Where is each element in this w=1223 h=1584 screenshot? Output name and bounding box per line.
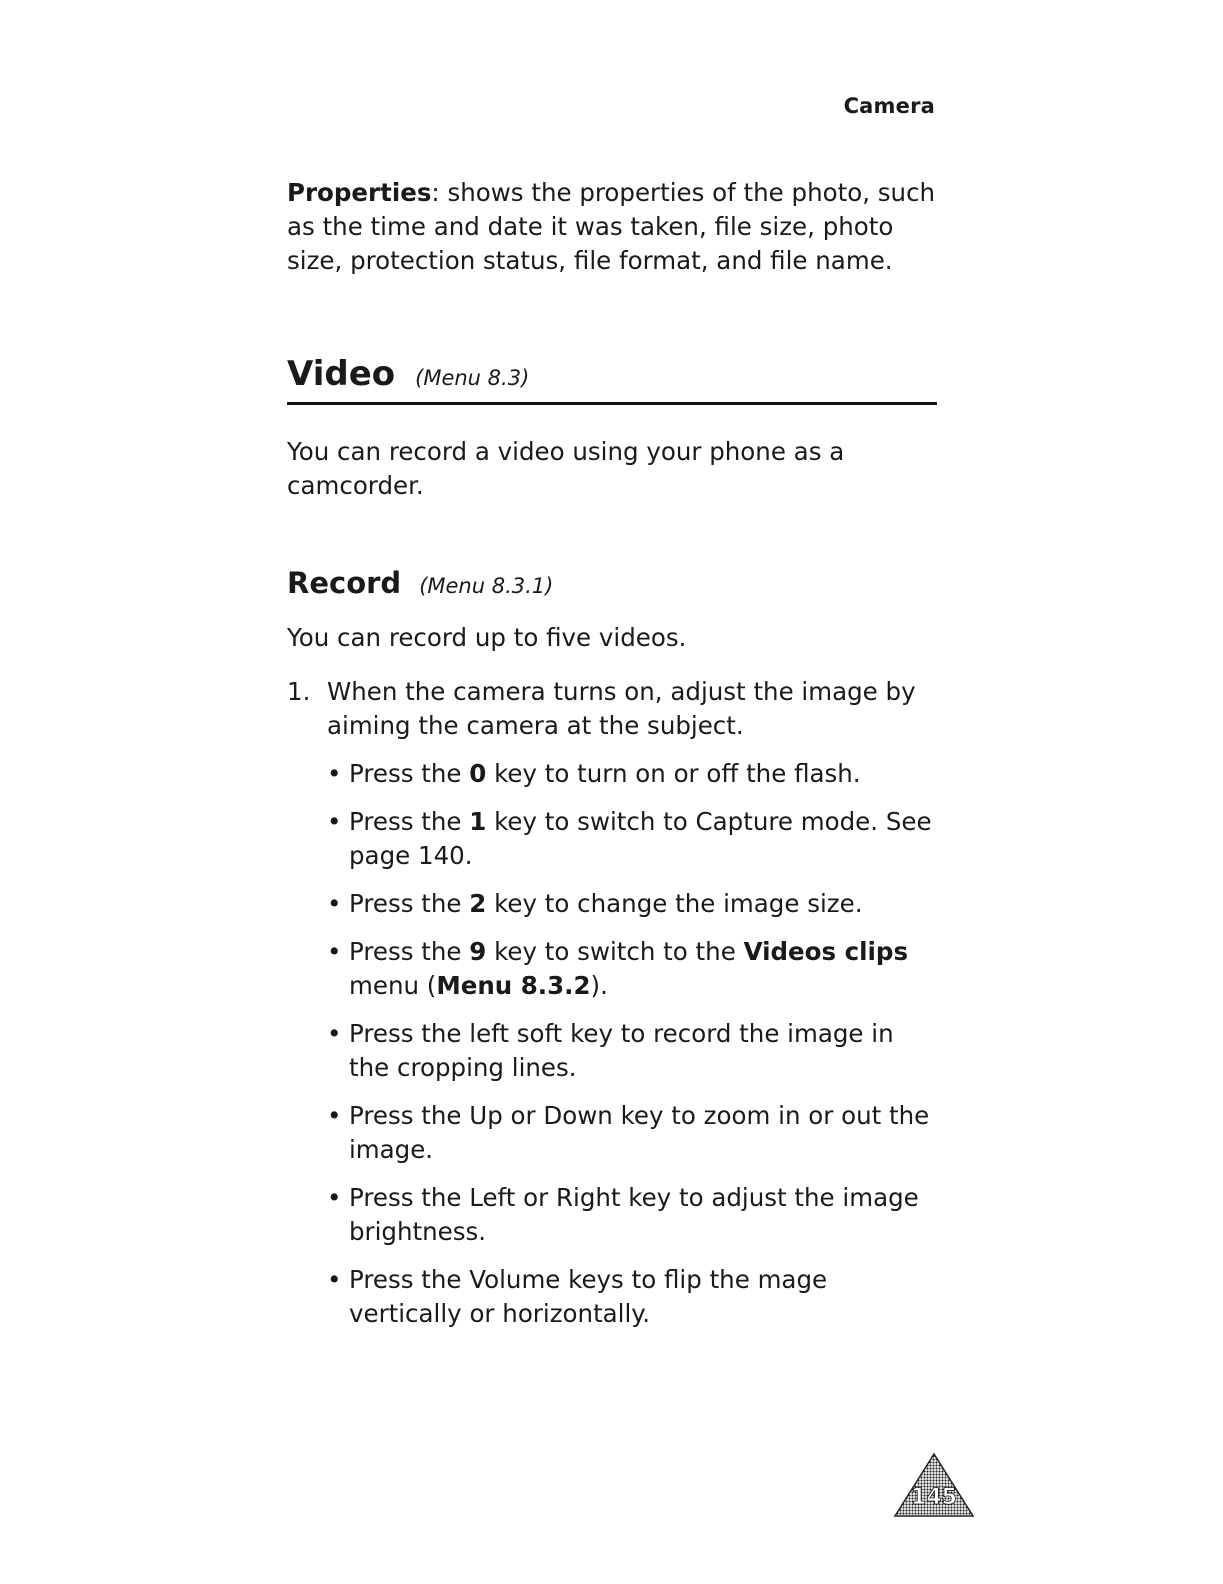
bullet-item [327,887,937,921]
page-number-badge [893,1452,975,1518]
menu-ref-bold: Menu 8.3.2 [436,971,591,1000]
step-number: 1. [287,677,311,706]
bullet-dot: • [327,1101,342,1130]
bullet-text: Press the 0 key to turn on or off the flash. [349,759,861,788]
bullet-dot: • [327,1019,342,1048]
record-heading [287,563,937,603]
record-heading-title: Record [287,566,402,600]
video-intro: You can record a video using your phone as a camcorder. [287,437,845,500]
step-text: When the camera turns on, adjust the image by aiming the camera at the subject. [327,677,916,740]
bullet-item [327,1181,937,1249]
bullet-item [327,1017,937,1085]
running-header: Camera [843,94,935,118]
video-heading-title: Video [287,354,396,394]
bullet-text: Press the Left or Right key to adjust the image brightness. [349,1183,919,1246]
bullet-text: Press the Up or Down key to zoom in or out the image. [349,1101,930,1164]
properties-paragraph [287,176,937,278]
bullet-item [327,1099,937,1167]
page-content [287,176,937,1345]
bullet-item [327,757,937,791]
record-intro: You can record up to five videos. [287,623,687,652]
bullet-dot: • [327,807,342,836]
bullet-item [327,805,937,873]
bullet-text: Press the Volume keys to flip the mage vertically or horizontally. [349,1265,828,1328]
page-number: 145 [911,1485,957,1510]
key-label: 0 [469,759,487,788]
bullet-text: Press the 2 key to change the image size. [349,889,863,918]
properties-text: : shows the properties of the photo, such as the time and date it was taken, file size, photo size, protection status, file format, and file name. [287,178,936,275]
bullet-dot: • [327,937,342,966]
bullet-text: Press the 9 key to switch to the Videos clips menu (Menu 8.3.2). [349,937,909,1000]
key-label: 2 [469,889,487,918]
video-heading [287,352,937,405]
menu-name: Videos clips [743,937,909,966]
bullet-dot: • [327,889,342,918]
bullet-item [327,1263,937,1331]
bullet-text: Press the 1 key to switch to Capture mode. See page 140. [349,807,932,870]
step-1-bullets [327,757,937,1331]
bullet-text: Press the left soft key to record the image in the cropping lines. [349,1019,894,1082]
video-menu-ref: (Menu 8.3) [415,366,530,390]
key-label: 1 [469,807,487,836]
bullet-dot: • [327,1265,342,1294]
bullet-item [327,935,937,1003]
bullet-dot: • [327,1183,342,1212]
properties-term: Properties [287,178,432,207]
key-label: 9 [469,937,487,966]
bullet-dot: • [327,759,342,788]
step-1 [287,675,937,743]
record-menu-ref: (Menu 8.3.1) [419,574,554,598]
